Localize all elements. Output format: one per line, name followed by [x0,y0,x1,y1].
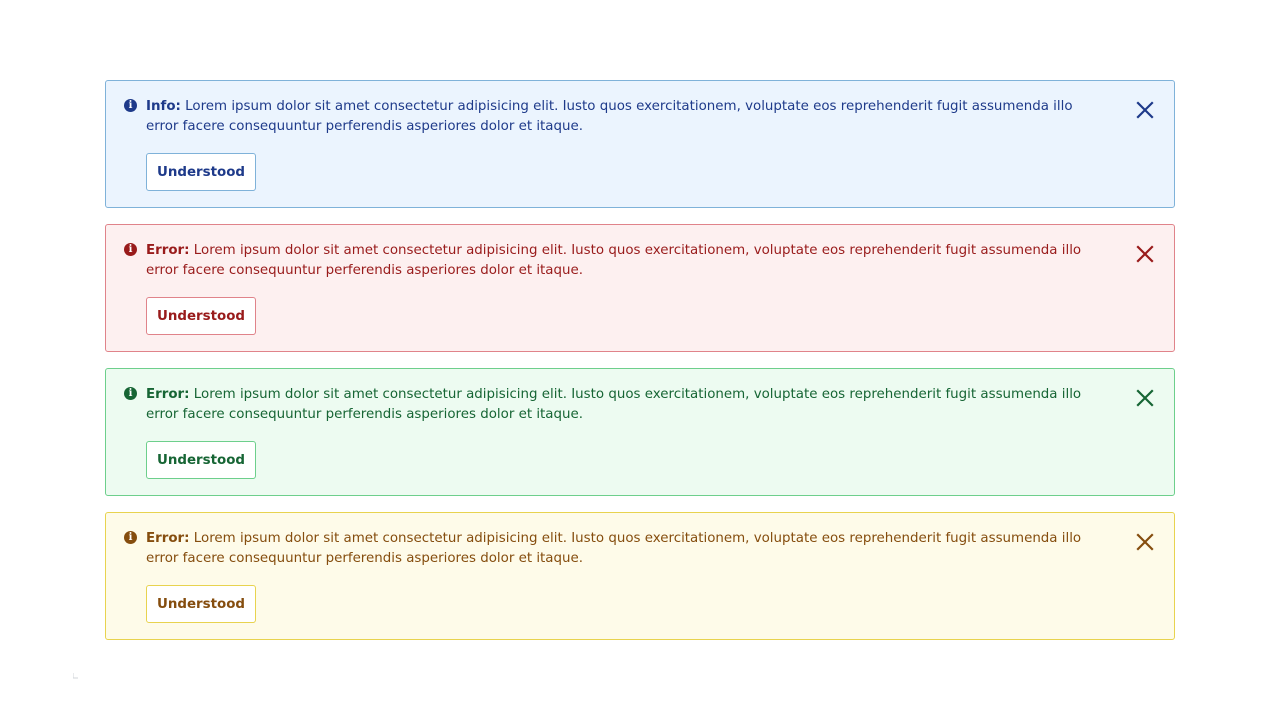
understood-button[interactable]: Understood [146,441,256,479]
alert-success [105,368,1175,496]
alert-message-text: Lorem ipsum dolor sit amet consectetur adipisicing elit. Iusto quos exercitationem, voluptate eos reprehenderit fugit assumenda illo error facere consequuntur perferendis asperiores dolor et itaque. [146,99,1073,134]
understood-button[interactable]: Understood [146,297,256,335]
alert-message-text: Lorem ipsum dolor sit amet consectetur adipisicing elit. Iusto quos exercitationem, voluptate eos reprehenderit fugit assumenda illo error facere consequuntur perferendis asperiores dolor et itaque. [146,387,1082,422]
close-icon[interactable] [1134,387,1156,409]
alert-info [105,80,1175,208]
alert-label: Error: [146,243,190,258]
alert-stack [105,80,1175,656]
close-icon[interactable] [1134,531,1156,553]
info-icon: i [124,243,137,256]
alert-warning [105,512,1175,640]
alert-label: Error: [146,531,190,546]
info-icon: i [124,531,137,544]
understood-button[interactable]: Understood [146,585,256,623]
info-icon: i [124,99,137,112]
understood-button[interactable]: Understood [146,153,256,191]
alert-message [146,241,1096,281]
alert-message-text: Lorem ipsum dolor sit amet consectetur adipisicing elit. Iusto quos exercitationem, voluptate eos reprehenderit fugit assumenda illo error facere consequuntur perferendis asperiores dolor et itaque. [146,531,1082,566]
close-icon[interactable] [1134,99,1156,121]
alert-error [105,224,1175,352]
alert-message [146,529,1096,569]
cursor-artifact [73,664,79,670]
alert-message [146,97,1096,137]
alert-label: Error: [146,387,190,402]
alert-label: Info: [146,99,181,114]
info-icon: i [124,387,137,400]
close-icon[interactable] [1134,243,1156,265]
alert-message-text: Lorem ipsum dolor sit amet consectetur adipisicing elit. Iusto quos exercitationem, voluptate eos reprehenderit fugit assumenda illo error facere consequuntur perferendis asperiores dolor et itaque. [146,243,1082,278]
alert-message [146,385,1096,425]
